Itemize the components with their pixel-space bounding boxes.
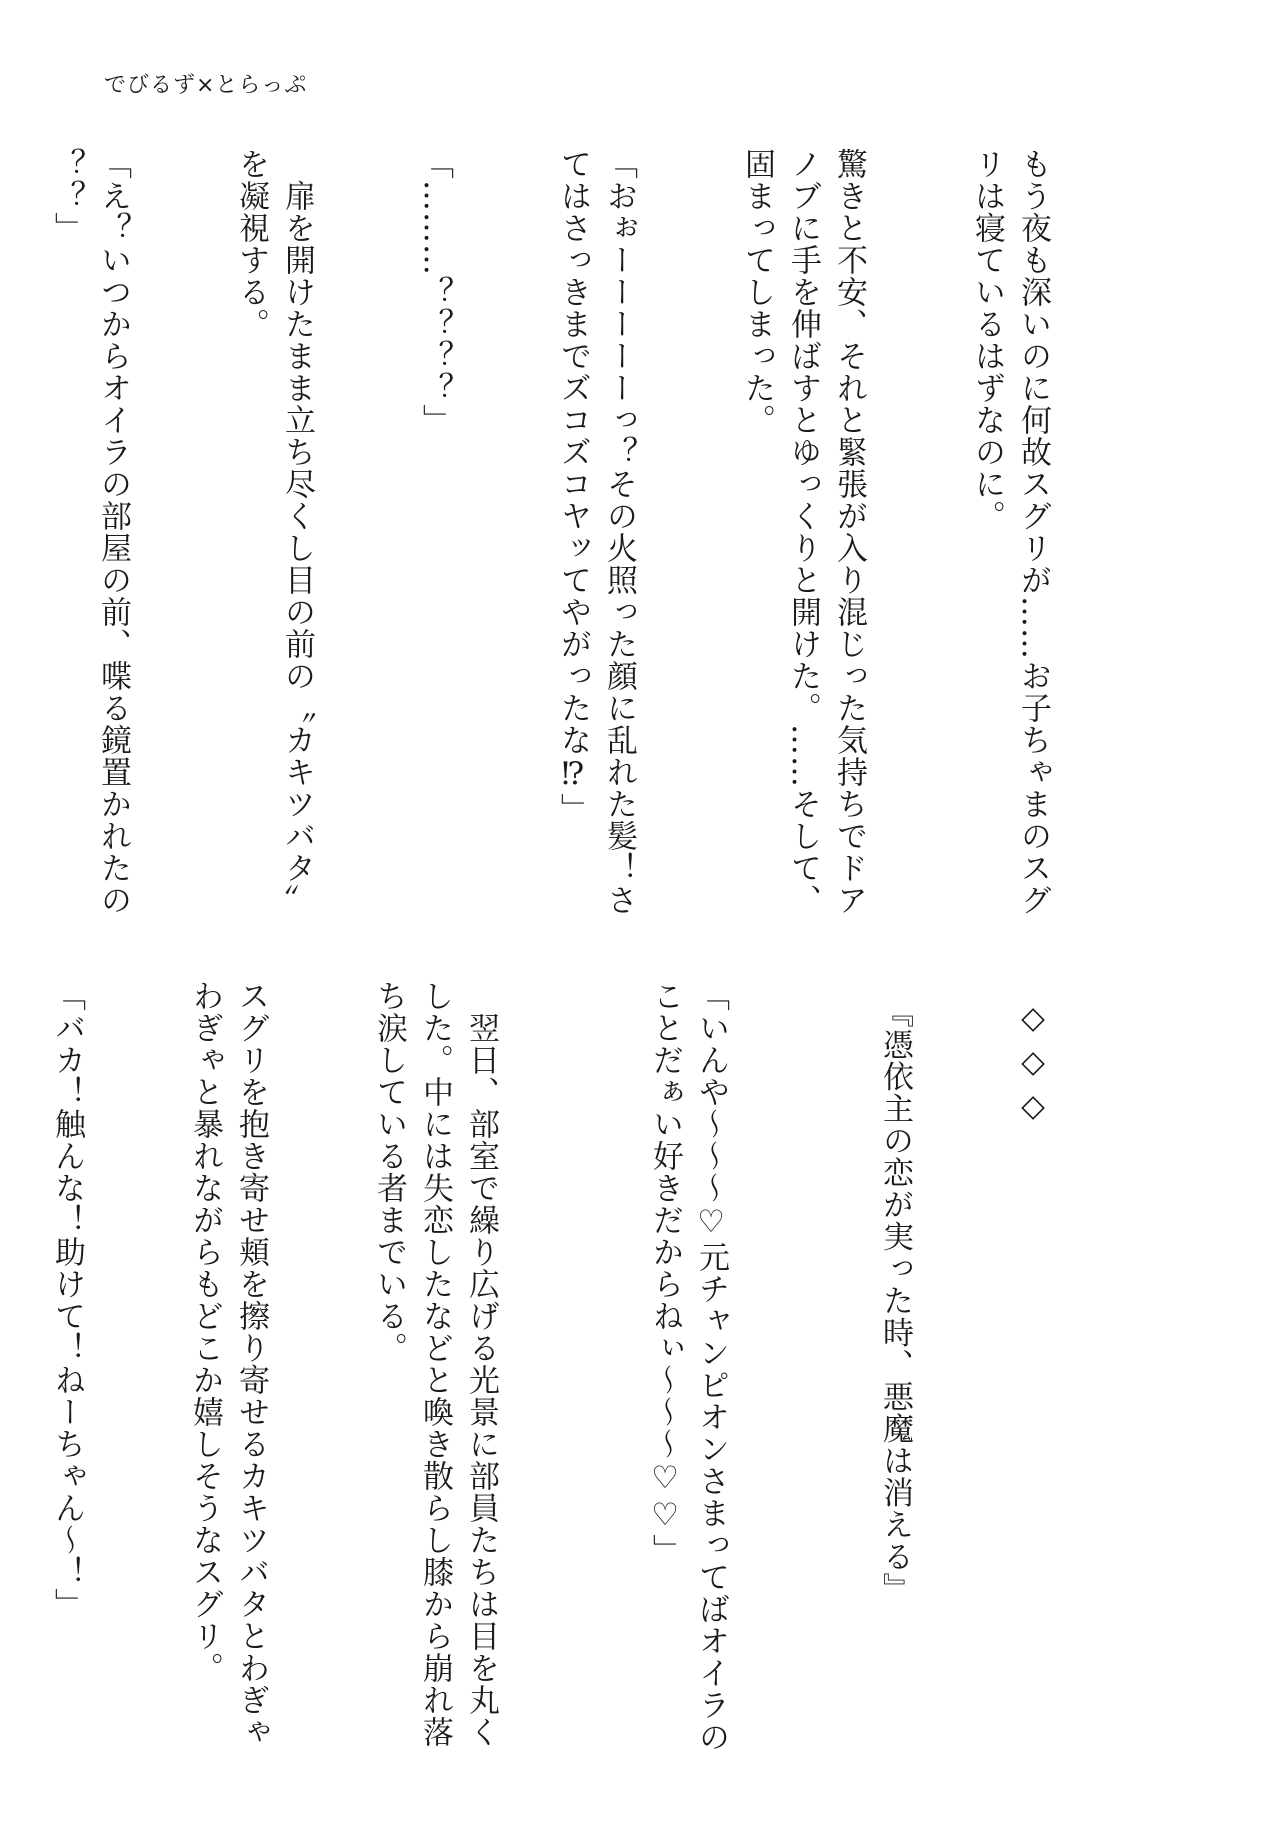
section-title: 『憑依主の恋が実った時、悪魔は消える』 <box>877 980 913 1605</box>
paragraph: 扉を開けたまま立ち尽くし目の前の〝カキツバタ〟 を凝視する。 <box>233 148 315 916</box>
paragraph: 「………？？？？」 <box>417 148 453 436</box>
paragraph: もう夜も深いのに何故スグリが……お子ちゃまのスグ リは寝ているはずなのに。 <box>969 148 1051 916</box>
paragraph: 「バカ！触んな！助けて！ねーちゃん～！」 <box>49 980 85 1620</box>
running-head: でびるず×とらっぷ <box>104 73 308 98</box>
paragraph: 翌日、部室で繰り広げる光景に部員たちは目を丸く した。中には失恋したなどと喚き散らし膝から崩れ落 ち涙している者までいる。 <box>371 980 499 1748</box>
section-separator: ◇◇◇ <box>1015 1000 1051 1132</box>
paragraph: 「え？いつからオイラの部屋の前、喋る鏡置かれたの ？？」 <box>49 148 131 916</box>
paragraph: 「いんや～～～♡元チャンピオンさまってばオイラの ことだぁい好きだからねぃ～～～♡♡」 <box>647 980 729 1753</box>
paragraph: スグリを抱き寄せ頬を擦り寄せるカキツバタとわぎゃ わぎゃと暴れながらもどこか嬉しそうなスグリ。 <box>187 980 269 1748</box>
lower-text-block <box>49 980 1148 1770</box>
paragraph: 驚きと不安、それと緊張が入り混じった気持ちでドア ノブに手を伸ばすとゆっくりと開けた。……そして、 固まってしまった。 <box>739 148 867 916</box>
paragraph: 「おぉーーーーーっ？その火照った顔に乱れた髪！さ てはさっきまでズコズコヤッてやがったな⁉」 <box>555 148 637 916</box>
upper-text-block <box>49 148 1148 918</box>
